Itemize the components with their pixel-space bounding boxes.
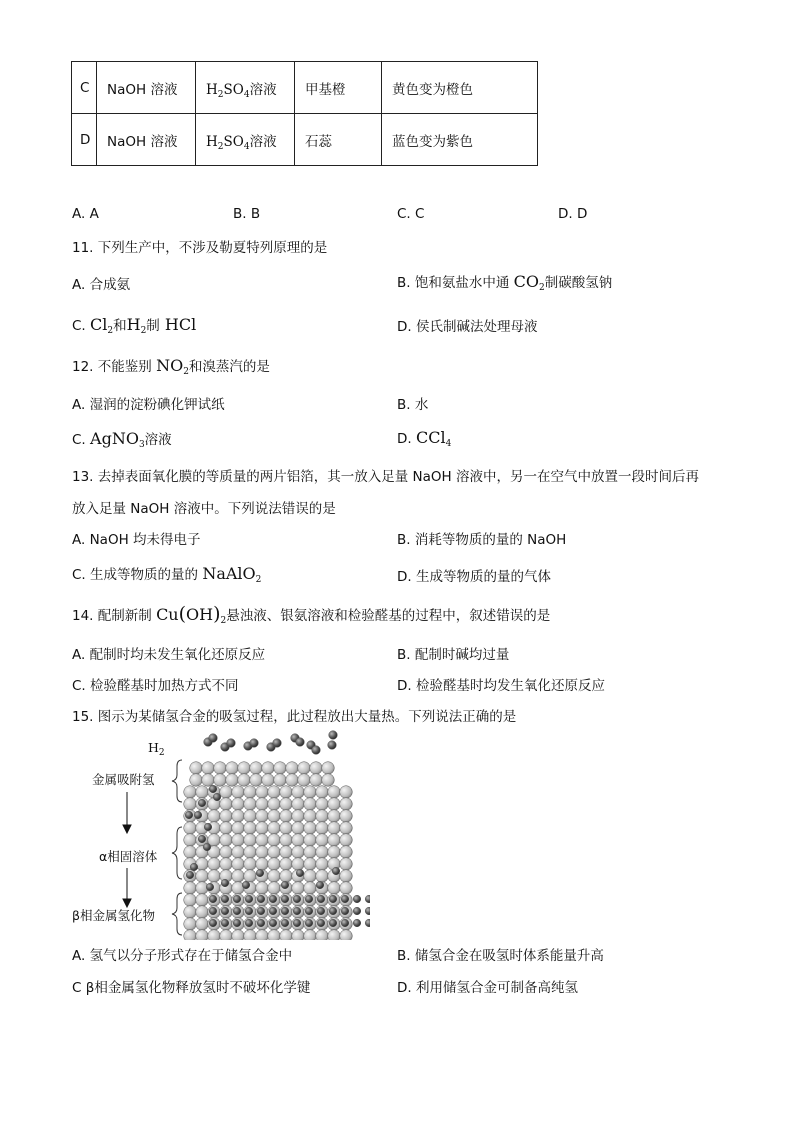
metal-atom [256,822,269,835]
reagent-cell: NaOH 溶液 [97,62,196,114]
metal-atom [316,810,329,823]
adsorbed-h-atom [194,811,202,819]
beta-h-atom [221,907,229,915]
metal-atom [292,858,305,871]
metal-atom [232,798,245,811]
metal-atom [268,810,281,823]
metal-atom [304,882,317,895]
beta-h-atom [293,919,301,927]
fig-label-beta: β相金属氢化物 [72,908,155,923]
metal-atom [328,930,341,940]
metal-atom [304,786,317,799]
metal-atom [274,774,287,787]
metal-atom [328,882,341,895]
metal-atom [202,762,215,775]
metal-atom [304,930,317,940]
metal-atom [256,786,269,799]
q15-option-b: B. 储氢合金在吸氢时体系能量升高 [397,948,604,964]
q13-option-c: C. 生成等物质的量的 NaAlO$_2$ [72,564,262,585]
beta-h-atom [233,907,241,915]
metal-atom [322,762,335,775]
metal-atom [340,786,353,799]
metal-atom [232,930,245,940]
metal-atom [196,786,209,799]
beta-h-atom [293,907,301,915]
metal-atom [232,834,245,847]
q11-option-b: B. 饱和氨盐水中通 $CO_2$制碳酸氢钠 [397,272,613,293]
beta-h-atom [341,907,349,915]
metal-atom [268,870,281,883]
metal-atom [256,858,269,871]
metal-atom [268,858,281,871]
beta-h-atom [281,919,289,927]
metal-atom [220,930,233,940]
titrant-cell: $H_2SO_4$溶液 [196,62,295,114]
q10-option-c: C. C [397,206,425,222]
metal-atom [340,882,353,895]
fig-label-adsorbed: 金属吸附氢 [92,772,155,787]
metal-atom [184,894,197,907]
metal-atom [304,870,317,883]
metal-atom [280,822,293,835]
metal-atom [244,870,257,883]
q12-option-c: C. AgNO$_3$溶液 [72,429,172,450]
q12-option-b: B. 水 [397,397,429,413]
metal-atom [256,810,269,823]
beta-h-atom [317,895,325,903]
metal-atom [196,870,209,883]
metal-atom [244,798,257,811]
flow-arrows [123,792,131,907]
metal-atom [256,834,269,847]
metal-atom [310,774,323,787]
metal-atom [268,846,281,859]
metal-atom [232,846,245,859]
h2-molecule-atom [250,739,259,748]
metal-atom [220,846,233,859]
metal-atom [184,930,197,940]
hydrogen-storage-figure [70,725,370,940]
metal-atom [244,858,257,871]
q13-stem-line1: 13. 去掉表面氧化膜的等质量的两片铝箔，其一放入足量 NaOH 溶液中，另一在空气中放置一段时间后再 [72,469,699,485]
beta-h-atom [209,907,217,915]
metal-atom [268,834,281,847]
metal-atom [244,846,257,859]
fig-label-alpha: α相固溶体 [99,849,158,864]
metal-atom [298,762,311,775]
q13-option-a: A. NaOH 均未得电子 [72,532,201,548]
metal-atom [268,930,281,940]
beta-h-atom [365,907,370,915]
q13-option-b: B. 消耗等物质的量的 NaOH [397,532,567,548]
metal-atom [208,870,221,883]
h2-molecule-atom [328,741,337,750]
metal-atom [328,834,341,847]
metal-atom [298,774,311,787]
metal-atom [250,774,263,787]
metal-atom [202,774,215,787]
adsorbed-h-atom [204,823,212,831]
beta-h-atom [209,919,217,927]
metal-atom [220,810,233,823]
metal-atom [250,762,263,775]
beta-h-atom [245,907,253,915]
metal-atom [322,774,335,787]
beta-h-atom [305,907,313,915]
metal-atom [208,810,221,823]
metal-atom [304,822,317,835]
metal-atom [340,858,353,871]
metal-atom [286,774,299,787]
beta-h-atom [281,907,289,915]
beta-h-atom [269,895,277,903]
metal-atom [196,918,209,931]
metal-atom [208,858,221,871]
q14-option-a: A. 配制时均未发生氧化还原反应 [72,647,266,663]
metal-atom [184,798,197,811]
metal-atom [292,786,305,799]
metal-atom [316,786,329,799]
q13-option-d: D. 生成等物质的量的气体 [397,569,551,585]
metal-atom [256,798,269,811]
beta-h-atom [209,895,217,903]
reagent-cell: NaOH 溶液 [97,114,196,166]
q15-option-a: A. 氢气以分子形式存在于储氢合金中 [72,948,293,964]
metal-atom [196,930,209,940]
metal-atom [262,762,275,775]
q10-option-d: D. D [558,206,588,222]
beta-h-atom [269,919,277,927]
metal-atom [340,834,353,847]
metal-atom [232,822,245,835]
alpha-h-atom [281,881,289,889]
metal-atom [316,834,329,847]
fig-h2-label: $H_2$ [148,740,165,758]
metal-atom [304,810,317,823]
metal-atom [340,846,353,859]
row-label: C [72,62,97,114]
metal-atom [232,858,245,871]
metal-atom [280,846,293,859]
metal-atom [184,882,197,895]
beta-h-atom [281,895,289,903]
q12-option-a: A. 湿润的淀粉碘化钾试纸 [72,397,225,413]
alpha-h-atom [332,867,340,875]
metal-atom [256,846,269,859]
metal-atom [304,858,317,871]
beta-h-atom [365,895,370,903]
indicator-cell: 石蕊 [295,114,382,166]
metal-atom [328,822,341,835]
q12-option-d: D. CCl$_4$ [397,428,452,449]
metal-atom [280,858,293,871]
metal-atom [238,774,251,787]
beta-h-atom [245,919,253,927]
alpha-h-atom [242,881,250,889]
q11-stem: 11. 下列生产中，不涉及勒夏特列原理的是 [72,240,328,256]
metal-atom [310,762,323,775]
metal-atom [304,846,317,859]
q12-stem: 12. 不能鉴别 $NO_2$和溴蒸汽的是 [72,356,270,377]
metal-atom [268,798,281,811]
metal-atom [304,798,317,811]
metal-atom [226,774,239,787]
metal-atom [292,810,305,823]
metal-atom [184,906,197,919]
metal-atom [184,822,197,835]
metal-atom [328,810,341,823]
beta-h-atom [257,895,265,903]
q15-option-d: D. 利用储氢合金可制备高纯氢 [397,980,578,996]
metal-atom [214,774,227,787]
metal-atom [184,918,197,931]
metal-atom [256,930,269,940]
brace-icons [172,760,182,935]
indicator-cell: 甲基橙 [295,62,382,114]
metal-atom [280,798,293,811]
metal-atom [244,786,257,799]
adsorbed-h-atom [190,863,198,871]
adsorbed-h-atom [209,785,217,793]
adsorbed-h-atom [198,799,206,807]
metal-atom [190,762,203,775]
beta-h-atom [257,907,265,915]
metal-atom [232,870,245,883]
answer-table [71,61,538,166]
metal-atom [220,858,233,871]
metal-atom [274,762,287,775]
metal-atom [316,798,329,811]
metal-atom [316,822,329,835]
beta-h-atom [353,907,361,915]
q14-option-d: D. 检验醛基时均发生氧化还原反应 [397,678,605,694]
metal-atom [244,822,257,835]
metal-atom [286,762,299,775]
metal-atom [280,834,293,847]
alpha-h-atom [206,883,214,891]
metal-atom [184,786,197,799]
metal-atom [292,882,305,895]
metal-atom [220,798,233,811]
metal-atom [292,846,305,859]
metal-atom [280,870,293,883]
metal-atom [280,930,293,940]
q10-option-b: B. B [233,206,261,222]
metal-atom [292,930,305,940]
metal-atom [268,822,281,835]
metal-atom [268,882,281,895]
metal-atom [328,798,341,811]
metal-atom [196,906,209,919]
h2-molecule-atom [227,739,236,748]
beta-h-atom [269,907,277,915]
metal-atom [220,786,233,799]
metal-atom [208,930,221,940]
beta-h-atom [365,919,370,927]
beta-h-atom [329,907,337,915]
beta-h-atom [305,919,313,927]
metal-atom [280,810,293,823]
metal-atom [292,798,305,811]
metal-atom [316,930,329,940]
metal-atom [184,834,197,847]
metal-atom [340,822,353,835]
q14-option-c: C. 检验醛基时加热方式不同 [72,678,239,694]
metal-atom [244,834,257,847]
q11-option-d: D. 侯氏制碱法处理母液 [397,319,538,335]
q14-option-b: B. 配制时碱均过量 [397,647,510,663]
metal-atom [262,774,275,787]
adsorbed-h-atom [203,843,211,851]
beta-h-atom [257,919,265,927]
beta-h-atom [329,919,337,927]
metal-atom [340,798,353,811]
beta-h-atom [221,919,229,927]
metal-atom [220,822,233,835]
h2-molecule-atom [273,739,282,748]
metal-atom [316,846,329,859]
q15-stem: 15. 图示为某储氢合金的吸氢过程，此过程放出大量热。下列说法正确的是 [72,709,517,725]
metal-atom [316,870,329,883]
beta-h-atom [245,895,253,903]
beta-h-atom [221,895,229,903]
metal-atom [292,822,305,835]
metal-atom [196,894,209,907]
metal-atom [256,882,269,895]
metal-atom [238,762,251,775]
beta-h-atom [305,895,313,903]
metal-atom [184,846,197,859]
alpha-h-atom [316,881,324,889]
h2-molecule-atom [209,734,218,743]
beta-h-atom [317,919,325,927]
beta-h-atom [341,919,349,927]
metal-atom [316,858,329,871]
beta-h-atom [353,919,361,927]
metal-atom [190,774,203,787]
beta-h-atom [293,895,301,903]
h2-molecule-atom [312,746,321,755]
adsorbed-h-atom [185,811,193,819]
q11-option-a: A. 合成氨 [72,277,131,293]
adsorbed-h-atom [198,835,206,843]
alpha-h-atom [296,869,304,877]
metal-atom [232,786,245,799]
row-label: D [72,114,97,166]
metal-atom [328,786,341,799]
table-row [72,62,538,114]
alpha-h-atom [221,879,229,887]
beta-h-atom [341,895,349,903]
titrant-cell: $H_2SO_4$溶液 [196,114,295,166]
metal-atom [328,846,341,859]
metal-atom [340,930,353,940]
beta-h-atom [233,895,241,903]
h2-molecule-atom [329,731,338,740]
color-change-cell: 蓝色变为紫色 [382,114,538,166]
adsorbed-h-atom [186,871,194,879]
metal-atom [280,786,293,799]
table-row [72,114,538,166]
metal-atom [268,786,281,799]
beta-h-atom [353,895,361,903]
beta-h-atom [233,919,241,927]
beta-h-atom [317,907,325,915]
q11-option-c: C. $Cl_2$和$H_2$制 HCl [72,315,197,336]
metal-atom [340,810,353,823]
metal-atom [292,834,305,847]
metal-atom [244,810,257,823]
metal-atom [244,930,257,940]
q10-option-a: A. A [72,206,99,222]
metal-atom [214,762,227,775]
q15-option-c: C β相金属氢化物释放氢时不破坏化学键 [72,980,311,996]
metal-atom [226,762,239,775]
metal-atom [304,834,317,847]
q13-stem-line2: 放入足量 NaOH 溶液中。下列说法错误的是 [72,501,336,517]
h2-molecule-atom [296,738,305,747]
metal-atom [340,870,353,883]
color-change-cell: 黄色变为橙色 [382,62,538,114]
q14-stem: 14. 配制新制 $Cu(OH)_2$悬浊液、银氨溶液和检验醛基的过程中，叙述错误的是 [72,603,551,626]
metal-atom [220,834,233,847]
alpha-h-atom [256,869,264,877]
metal-atom [232,810,245,823]
adsorbed-h-atom [213,793,221,801]
beta-h-atom [329,895,337,903]
